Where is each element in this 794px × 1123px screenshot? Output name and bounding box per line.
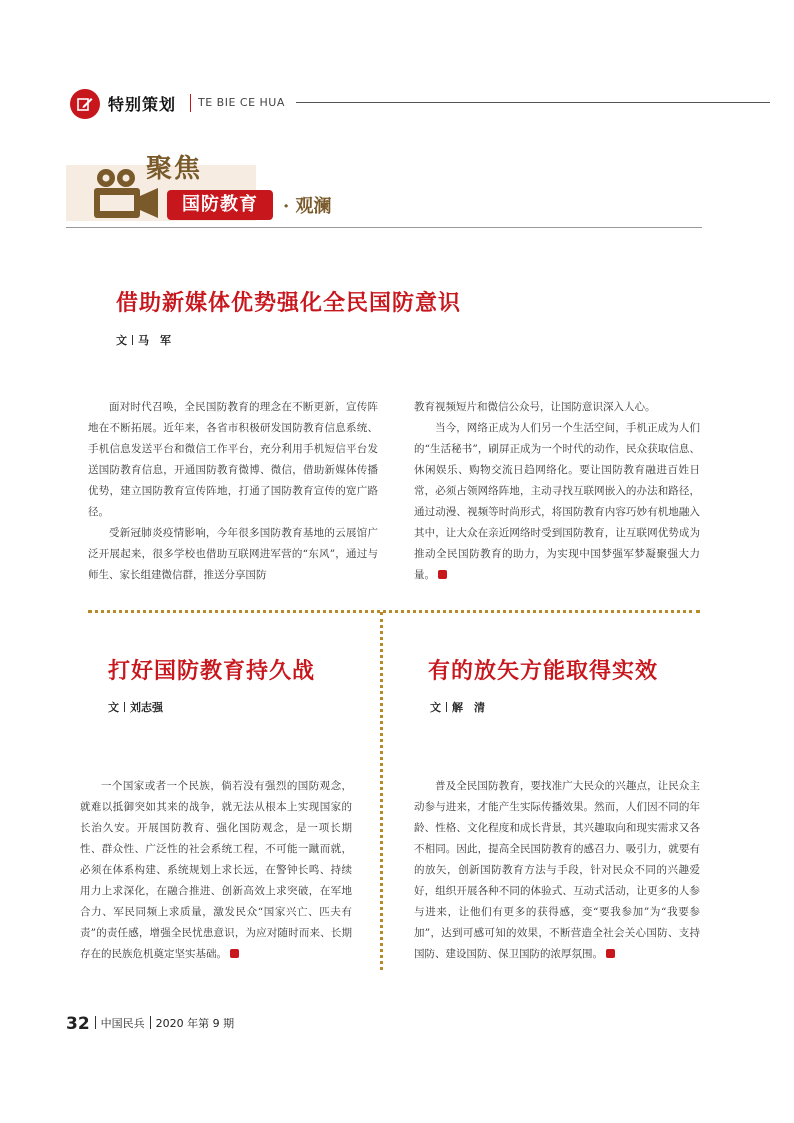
banner-tag: 国防教育 xyxy=(167,190,273,220)
issue-label: 2020 年第 9 期 xyxy=(155,1017,235,1030)
banner-subtitle: · 观澜 xyxy=(283,196,332,217)
article-byline xyxy=(108,699,163,715)
header-rule xyxy=(296,102,770,103)
paragraph xyxy=(80,776,352,965)
article-title: 打好国防教育持久战 xyxy=(108,659,316,684)
page-footer xyxy=(66,1014,234,1034)
video-camera-icon xyxy=(92,168,162,224)
article-column xyxy=(414,397,700,586)
paragraph: 受新冠肺炎疫情影响，今年很多国防教育基地的云展馆广泛开展起来，很多学校也借助互联网进军营的“东风”，通过与师生、家长组建微信群，推送分享国防 xyxy=(88,527,378,581)
byline-prefix: 文 xyxy=(116,334,127,347)
page-number: 32 xyxy=(66,1014,90,1034)
paragraph-text: 普及全民国防教育，要找准广大民众的兴趣点，让民众主动参与进来，才能产生实际传播效果。然而，人们因不同的年龄、性格、文化程度和成长背景，其兴趣取向和现实需求又各不相同。因此，提高全民国防教育的感召力、吸引力，就要有的放矢，创新国防教育方法与手段，针对民众不同的兴趣爱好，组织开展各种不同的体验式、互动式活动，让更多的人参与进来，让他们有更多的获得感，变“要我参加”为“我要参加”，达到可感可知的效果，不断营造全社会关心国防、支持国防、建设国防、保卫国防的浓厚氛围。 xyxy=(414,780,700,960)
magazine-name: 中国民兵 xyxy=(100,1017,145,1030)
banner-heading: 聚焦 xyxy=(146,154,203,184)
paragraph xyxy=(414,776,700,965)
article-column xyxy=(80,776,352,965)
article-title: 借助新媒体优势强化全民国防意识 xyxy=(116,291,462,316)
edit-icon xyxy=(70,89,100,119)
author-name: 解 清 xyxy=(452,701,485,714)
banner-rule xyxy=(66,227,702,228)
header-divider xyxy=(190,94,191,112)
paragraph: 面对时代召唤，全民国防教育的理念在不断更新，宣传阵地在不断拓展。近年来，各省市积极研发国防教育信息系统、手机信息发送平台和微信工作平台，充分利用手机短信平台发送国防教育信息，开通国防教育微博、微信，借助新媒体传播优势，建立国防教育宣传阵地，打通了国防教育宣传的宽广路径。 xyxy=(88,401,378,518)
article-byline xyxy=(430,699,485,715)
end-mark-icon xyxy=(438,570,447,579)
section-title: 特别策划 xyxy=(108,95,177,114)
paragraph xyxy=(414,418,700,586)
article-column xyxy=(88,397,378,586)
author-name: 马 军 xyxy=(138,334,171,347)
article-byline xyxy=(116,332,171,348)
section-pinyin: TE BIE CE HUA xyxy=(198,96,285,109)
byline-prefix: 文 xyxy=(108,701,119,714)
end-mark-icon xyxy=(230,949,239,958)
paragraph: 教育视频短片和微信公众号，让国防意识深入人心。 xyxy=(414,401,656,413)
author-name: 刘志强 xyxy=(130,701,163,714)
paragraph-text: 当今，网络正成为人们另一个生活空间，手机正成为人们的“生活秘书”，刷屏正成为一个时代的动作，民众获取信息、休闲娱乐、购物交流日趋网络化。要让国防教育融进百姓日常，必须占领网络阵地，主动寻找互联网嵌入的办法和路径，通过动漫、视频等时尚形式，将国防教育内容巧妙有机地融入其中，让大众在亲近网络时受到国防教育，让互联网优势成为推动全民国防教育的助力，为实现中国梦强军梦凝聚强大力量。 xyxy=(414,422,700,581)
paragraph-text: 一个国家或者一个民族，倘若没有强烈的国防观念，就难以抵御突如其来的战争，就无法从根本上实现国家的长治久安。开展国防教育、强化国防观念，是一项长期性、群众性、广泛性的社会系统工程，不可能一蹴而就，必须在体系构建、系统规划上求长远，在警钟长鸣、持续用力上求深化，在融合推进、创新高效上求突破，在军地合力、军民同频上求质量，激发民众“国家兴亡、匹夫有责”的责任感，增强全民忧患意识，为应对随时而来、长期存在的民族危机奠定坚实基础。 xyxy=(80,780,352,960)
article-title: 有的放矢方能取得实效 xyxy=(428,659,659,684)
end-mark-icon xyxy=(606,949,615,958)
article-column xyxy=(414,776,700,965)
vertical-dotted-divider xyxy=(380,612,383,970)
byline-prefix: 文 xyxy=(430,701,441,714)
horizontal-dotted-divider xyxy=(88,610,700,613)
